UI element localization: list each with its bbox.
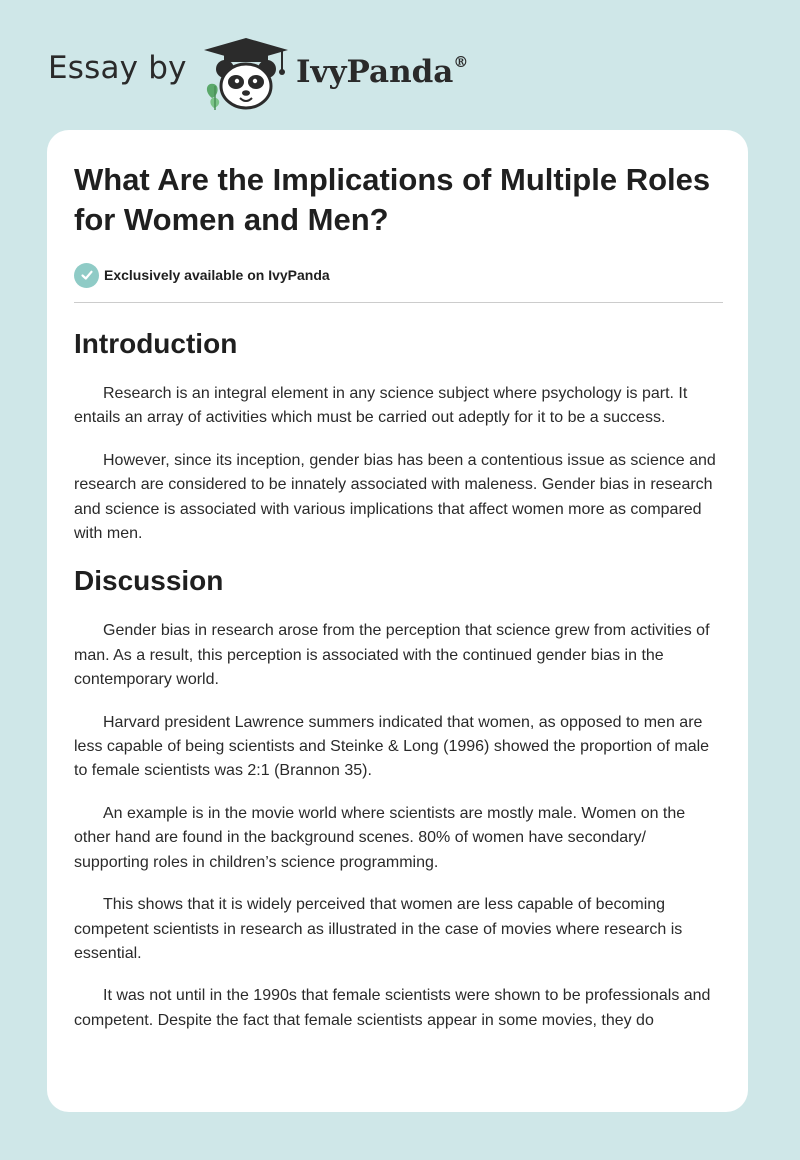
- section-heading-introduction: Introduction: [74, 328, 238, 359]
- paragraph: Gender bias in research arose from the perception that science grew from activities of man. As a result, this perception is associated with the continued gender bias in the contemporary world.: [74, 622, 710, 689]
- badge-label: Exclusively available on IvyPanda: [104, 267, 330, 283]
- section-heading-discussion: Discussion: [74, 565, 224, 597]
- essay-content: [74, 160, 724, 1051]
- paragraph: However, since its inception, gender bias has been a contentious issue as science and research are considered to be innately associated with maleness. Gender bias in research and science is associated with various implications that affect women more as compared with men.: [74, 451, 716, 543]
- essay-title: What Are the Implications of Multiple Roles for Women and Men?: [74, 162, 711, 237]
- check-circle-icon: [74, 263, 99, 288]
- essay-card: [47, 130, 748, 1112]
- exclusive-badge: [74, 262, 724, 288]
- paragraph: This shows that it is widely perceived that women are less capable of becoming competent scientists in research as illustrated in the case of movies where research is essential.: [74, 896, 683, 962]
- site-header: [48, 34, 508, 114]
- divider: [74, 302, 723, 303]
- brand-label: IvyPanda: [296, 54, 454, 90]
- paragraph: It was not until in the 1990s that female scientists were shown to be professionals and competent. Despite the fact that female scientists appear in some movies, they do: [74, 987, 711, 1029]
- brand-name: [296, 54, 468, 90]
- panda-graduate-icon: [202, 36, 290, 110]
- paragraph: An example is in the movie world where scientists are mostly male. Women on the other hand are found in the background scenes. 80% of women have secondary/ supporting roles in children’s science programming.: [74, 804, 686, 871]
- essay-by-label: Essay by: [48, 50, 187, 86]
- paragraph: Harvard president Lawrence summers indicated that women, as opposed to men are less capable of being scientists and Steinke & Long (1996) showed the proportion of male to female scientists was 2:1 (Brannon 35).: [74, 713, 710, 780]
- registered-mark: ®: [453, 52, 469, 71]
- paragraph: Research is an integral element in any science subject where psychology is part. It entails an array of activities which must be carried out adeptly for it to be a success.: [74, 385, 688, 427]
